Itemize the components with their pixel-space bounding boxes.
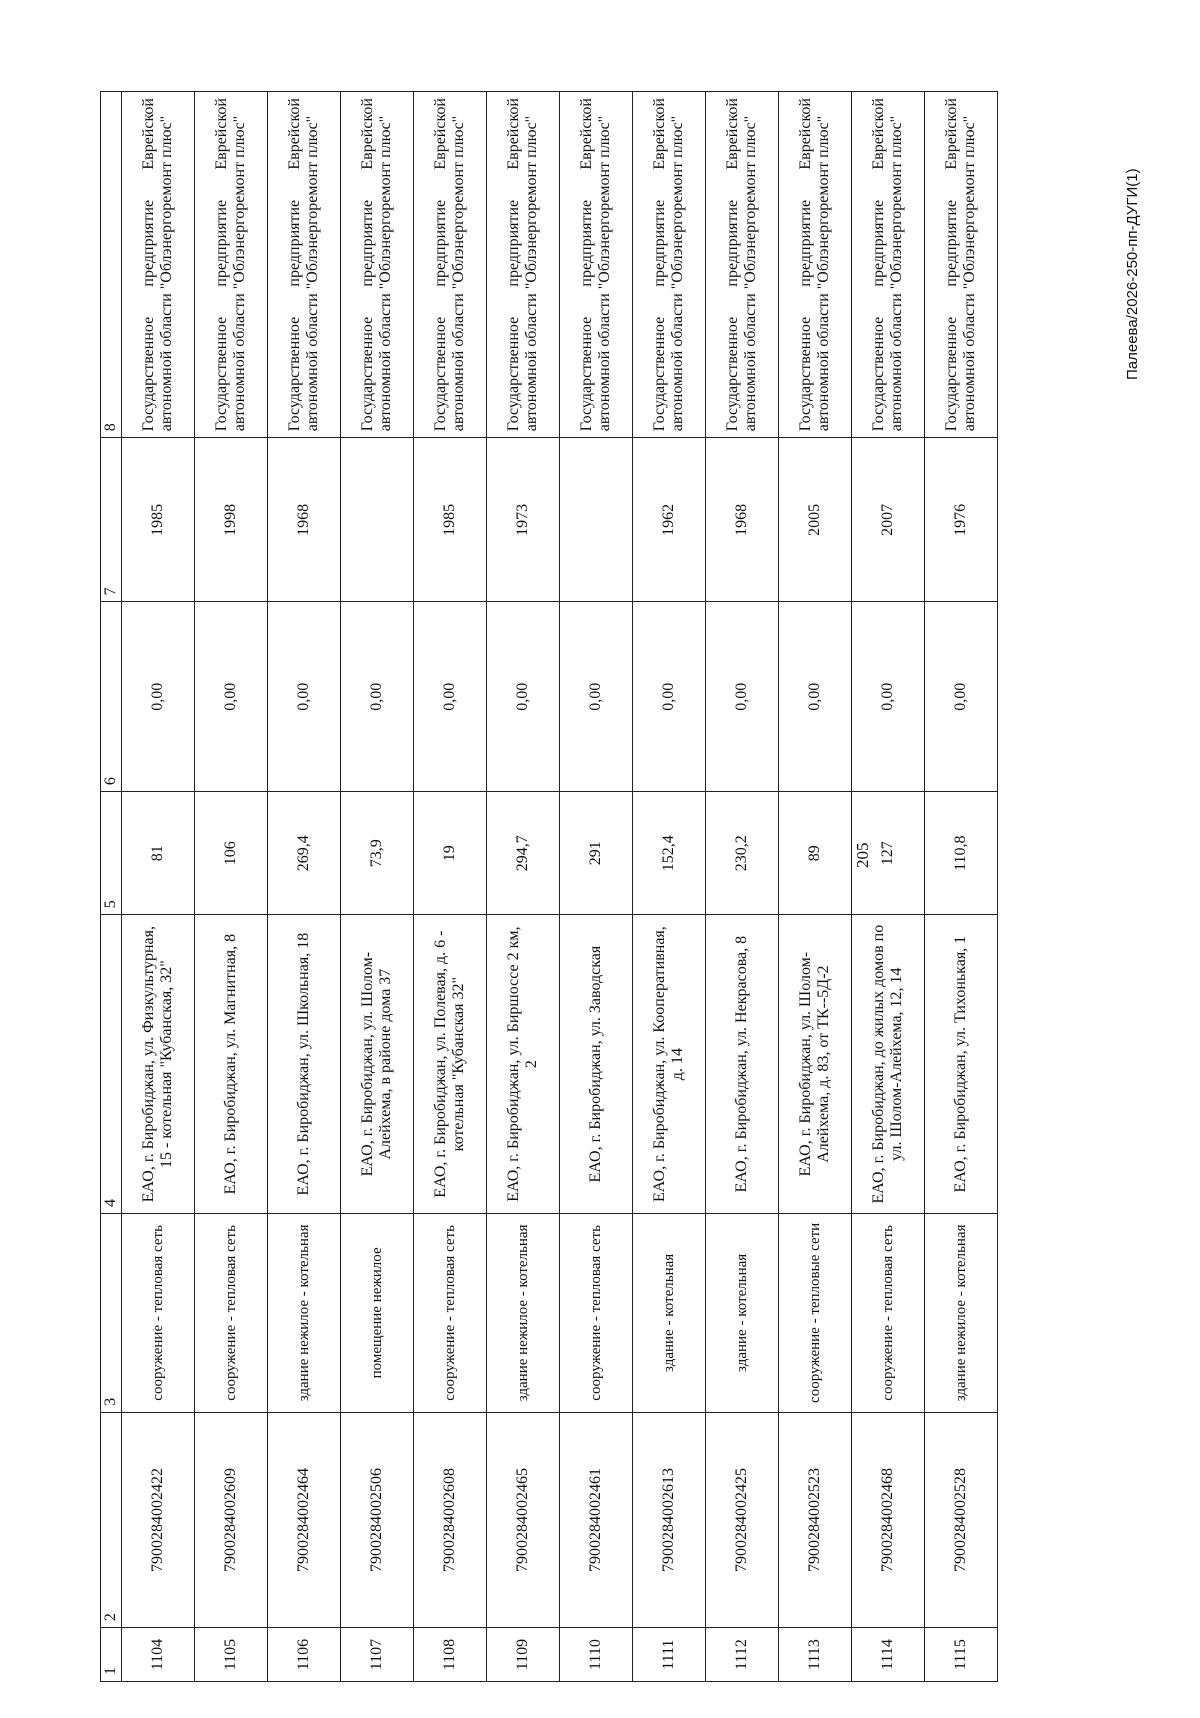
row-number: 1108 <box>414 1628 487 1682</box>
object-cost: 0,00 <box>487 602 560 792</box>
object-type: помещение нежилое <box>341 1214 414 1413</box>
table-row <box>268 92 341 1682</box>
object-type: сооружение - тепловая сеть <box>560 1214 633 1413</box>
object-type: сооружение - тепловая сеть <box>122 1214 195 1413</box>
owner-name: Государственное предприятие Еврейской автономной области "Облэнергоремонт плюс" <box>925 92 998 438</box>
table-body <box>122 92 998 1682</box>
cadastral-number: 7900284002506 <box>341 1412 414 1627</box>
object-area: 294,7 <box>487 792 560 915</box>
cadastral-number: 7900284002608 <box>414 1412 487 1627</box>
object-address: ЕАО, г. Биробиджан, ул. Полевая, д. 6 - котельная "Кубанская 32" <box>414 915 487 1214</box>
object-type: сооружение - тепловая сеть <box>414 1214 487 1413</box>
owner-name: Государственное предприятие Еврейской автономной области "Облэнергоремонт плюс" <box>268 92 341 438</box>
header-cell: 6 <box>101 602 122 792</box>
cadastral-number: 7900284002461 <box>560 1412 633 1627</box>
construction-year: 1998 <box>195 438 268 602</box>
construction-year <box>560 438 633 602</box>
row-number: 1115 <box>925 1628 998 1682</box>
object-address: ЕАО, г. Биробиджан, ул. Биршоссе 2 км, 2 <box>487 915 560 1214</box>
document-footer: Палеева/2026-250-пп-ДУГИ(1) <box>1124 168 1141 380</box>
table-row <box>341 92 414 1682</box>
header-cell: 3 <box>101 1214 122 1413</box>
object-type: здание нежилое - котельная <box>268 1214 341 1413</box>
object-cost: 0,00 <box>852 602 925 792</box>
owner-name: Государственное предприятие Еврейской автономной области "Облэнергоремонт плюс" <box>633 92 706 438</box>
table-row <box>852 92 925 1682</box>
header-cell: 1 <box>101 1628 122 1682</box>
header-cell: 4 <box>101 915 122 1214</box>
owner-name: Государственное предприятие Еврейской автономной области "Облэнергоремонт плюс" <box>487 92 560 438</box>
object-type: здание нежилое - котельная <box>487 1214 560 1413</box>
owner-name: Государственное предприятие Еврейской автономной области "Облэнергоремонт плюс" <box>195 92 268 438</box>
row-number: 1107 <box>341 1628 414 1682</box>
construction-year: 1985 <box>414 438 487 602</box>
object-area: 127 <box>852 792 925 915</box>
row-number: 1113 <box>779 1628 852 1682</box>
object-address: ЕАО, г. Биробиджан, ул. Шолом-Алейхема, д. 83, от ТК--5Д-2 <box>779 915 852 1214</box>
table-row <box>779 92 852 1682</box>
object-address: ЕАО, г. Биробиджан, ул. Магнитная, 8 <box>195 915 268 1214</box>
object-address: ЕАО, г. Биробиджан, ул. Тихонькая, 1 <box>925 915 998 1214</box>
object-address: ЕАО, г. Биробиджан, ул. Физкультурная, 15 - котельная "Кубанская, 32" <box>122 915 195 1214</box>
object-area: 81 <box>122 792 195 915</box>
construction-year: 2007 <box>852 438 925 602</box>
cadastral-number: 7900284002609 <box>195 1412 268 1627</box>
object-area: 230,2 <box>706 792 779 915</box>
cadastral-number: 7900284002465 <box>487 1412 560 1627</box>
object-area: 269,4 <box>268 792 341 915</box>
object-cost: 0,00 <box>779 602 852 792</box>
property-registry-table <box>100 91 998 1682</box>
object-area: 73,9 <box>341 792 414 915</box>
object-cost: 0,00 <box>195 602 268 792</box>
table-row <box>633 92 706 1682</box>
construction-year: 1968 <box>706 438 779 602</box>
object-cost: 0,00 <box>560 602 633 792</box>
owner-name: Государственное предприятие Еврейской автономной области "Облэнергоремонт плюс" <box>341 92 414 438</box>
construction-year: 1968 <box>268 438 341 602</box>
object-address: ЕАО, г. Биробиджан, ул. Заводская <box>560 915 633 1214</box>
row-number: 1104 <box>122 1628 195 1682</box>
object-address: ЕАО, г. Биробиджан, ул. Шолом-Алейхема, в районе дома 37 <box>341 915 414 1214</box>
page-number: 205 <box>853 842 872 868</box>
cadastral-number: 7900284002468 <box>852 1412 925 1627</box>
table-row <box>925 92 998 1682</box>
header-cell: 2 <box>101 1412 122 1627</box>
row-number: 1111 <box>633 1628 706 1682</box>
object-area: 89 <box>779 792 852 915</box>
object-cost: 0,00 <box>706 602 779 792</box>
owner-name: Государственное предприятие Еврейской автономной области "Облэнергоремонт плюс" <box>779 92 852 438</box>
cadastral-number: 7900284002464 <box>268 1412 341 1627</box>
object-area: 19 <box>414 792 487 915</box>
row-number: 1109 <box>487 1628 560 1682</box>
object-type: сооружение - тепловая сеть <box>195 1214 268 1413</box>
object-cost: 0,00 <box>633 602 706 792</box>
row-number: 1114 <box>852 1628 925 1682</box>
row-number: 1106 <box>268 1628 341 1682</box>
cadastral-number: 7900284002422 <box>122 1412 195 1627</box>
object-area: 152,4 <box>633 792 706 915</box>
table-row <box>122 92 195 1682</box>
header-row <box>101 92 122 1682</box>
row-number: 1110 <box>560 1628 633 1682</box>
object-type: здание - котельная <box>706 1214 779 1413</box>
table-row <box>487 92 560 1682</box>
header-cell: 5 <box>101 792 122 915</box>
table-row <box>560 92 633 1682</box>
row-number: 1112 <box>706 1628 779 1682</box>
cadastral-number: 7900284002613 <box>633 1412 706 1627</box>
construction-year <box>341 438 414 602</box>
object-type: здание нежилое - котельная <box>925 1214 998 1413</box>
object-address: ЕАО, г. Биробиджан, ул. Некрасова, 8 <box>706 915 779 1214</box>
construction-year: 1985 <box>122 438 195 602</box>
cadastral-number: 7900284002425 <box>706 1412 779 1627</box>
object-type: сооружение - тепловая сеть <box>852 1214 925 1413</box>
object-address: ЕАО, г. Биробиджан, ул. Школьная, 18 <box>268 915 341 1214</box>
object-area: 291 <box>560 792 633 915</box>
object-address: ЕАО, г. Биробиджан, до жилых домов по ул. Шолом-Алейхема, 12, 14 <box>852 915 925 1214</box>
object-cost: 0,00 <box>341 602 414 792</box>
object-area: 110,8 <box>925 792 998 915</box>
object-area: 106 <box>195 792 268 915</box>
owner-name: Государственное предприятие Еврейской автономной области "Облэнергоремонт плюс" <box>706 92 779 438</box>
construction-year: 1976 <box>925 438 998 602</box>
header-cell: 8 <box>101 92 122 438</box>
construction-year: 1962 <box>633 438 706 602</box>
object-cost: 0,00 <box>268 602 341 792</box>
construction-year: 2005 <box>779 438 852 602</box>
object-type: сооружение - тепловые сети <box>779 1214 852 1413</box>
construction-year: 1973 <box>487 438 560 602</box>
header-cell: 7 <box>101 438 122 602</box>
owner-name: Государственное предприятие Еврейской автономной области "Облэнергоремонт плюс" <box>852 92 925 438</box>
owner-name: Государственное предприятие Еврейской автономной области "Облэнергоремонт плюс" <box>560 92 633 438</box>
object-address: ЕАО, г. Биробиджан, ул. Кооперативная, д. 14 <box>633 915 706 1214</box>
object-cost: 0,00 <box>925 602 998 792</box>
row-number: 1105 <box>195 1628 268 1682</box>
table-row <box>706 92 779 1682</box>
object-cost: 0,00 <box>414 602 487 792</box>
cadastral-number: 7900284002528 <box>925 1412 998 1627</box>
table-row <box>414 92 487 1682</box>
table-row <box>195 92 268 1682</box>
object-type: здание - котельная <box>633 1214 706 1413</box>
cadastral-number: 7900284002523 <box>779 1412 852 1627</box>
object-cost: 0,00 <box>122 602 195 792</box>
owner-name: Государственное предприятие Еврейской автономной области "Облэнергоремонт плюс" <box>414 92 487 438</box>
owner-name: Государственное предприятие Еврейской автономной области "Облэнергоремонт плюс" <box>122 92 195 438</box>
